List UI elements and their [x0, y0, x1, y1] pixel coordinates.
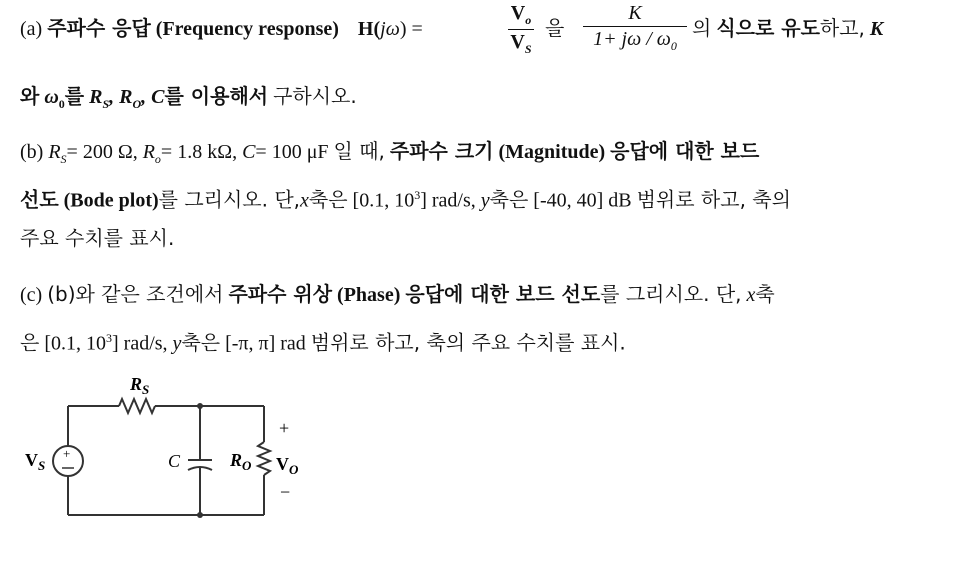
part-c-label: (c) [20, 284, 43, 306]
part-b-when: 일 때, [333, 139, 385, 163]
part-c-eun: 은 [20, 330, 40, 355]
vo-plus-sign: + [279, 418, 290, 438]
part-c-x-range: [0.1, 10 [44, 332, 106, 355]
part-b-x-range: [0.1, 10 [352, 189, 415, 212]
ro-label [229, 450, 252, 473]
ro-label-main: R [230, 450, 243, 470]
part-a-K: K [869, 18, 884, 40]
part-b-line-1 [20, 137, 759, 173]
var-C: , C [141, 86, 165, 108]
part-b-x: x [300, 189, 309, 212]
rs-label-main: R [130, 374, 143, 394]
vo-label-main: V [276, 454, 289, 474]
vs-label [25, 450, 45, 473]
part-c-x: x [746, 284, 756, 306]
part-c-line2-end: 범위로 하고, 축의 주요 수치를 표시. [310, 330, 626, 355]
part-c-x-range-end: ] rad/s, [112, 332, 168, 355]
vs-label-sub: S [38, 458, 46, 473]
part-b-magnitude: (Magnitude) [498, 141, 606, 163]
part-a-line-2 [20, 82, 357, 118]
omega0-symbol: ω [44, 86, 59, 108]
part-b-line2-end: 범위로 하고, 축의 [636, 187, 791, 212]
c-value: = 100 μF [255, 141, 329, 163]
resistor-rs [119, 399, 155, 413]
vs-symbol: V [510, 31, 525, 53]
k-numerator: K [628, 2, 642, 24]
resistor-ro [258, 442, 270, 475]
var-Rs: R [89, 86, 103, 108]
part-a-title-kr: 주파수 응답 [47, 16, 151, 40]
part-a-title-en: (Frequency response) [155, 18, 339, 40]
vs-label-main: V [25, 450, 38, 470]
part-b-y-axis: 축은 [489, 187, 529, 212]
part-b-exp: 3 [414, 188, 421, 202]
k-fraction [583, 2, 687, 54]
rs-label-sub: S [142, 382, 150, 397]
var-Ro: , R [109, 86, 133, 108]
part-a-wa: 와 [20, 84, 40, 108]
part-c-x-axis: 축 [755, 282, 775, 306]
rs-symbol: R [48, 141, 61, 163]
vo-label [276, 454, 299, 477]
part-b-x-axis: 축은 [308, 187, 348, 212]
var-Ro-sub: O [132, 97, 142, 111]
part-a-derive: 식으로 유도 [716, 16, 820, 40]
transfer-function-H: H( [357, 18, 381, 40]
node-top [197, 403, 203, 409]
vs-subscript: S [524, 42, 532, 56]
part-c-bold1: 주파수 위상 [228, 282, 333, 306]
particle-eul: 을 [545, 16, 565, 40]
ro-subscript: o [154, 152, 161, 166]
part-b-draw: 를 그리시오. 단, [158, 187, 300, 212]
denominator-subscript: 0 [670, 39, 677, 53]
part-a-line-1-tail [692, 14, 883, 43]
part-c-y: y [172, 332, 182, 355]
part-a-find: 구하시오. [273, 84, 357, 108]
var-Rs-sub: S [102, 97, 110, 111]
vo-symbol: V [510, 2, 526, 24]
part-b-y-range: [-40, 40] dB [533, 189, 632, 212]
source-plus-sign: + [63, 446, 71, 461]
k-denominator: 1+ jω / ω [593, 28, 671, 50]
part-c-y-range: [-π, π] rad [225, 332, 306, 355]
part-c-line-1 [20, 280, 775, 309]
part-b-bode: (Bode plot) [63, 189, 159, 212]
part-b-line-3: 주요 수치를 표시. [20, 226, 175, 250]
part-c-condition: (b)와 같은 조건에서 [47, 282, 224, 306]
c-symbol: C [242, 141, 256, 163]
part-a-text2: 하고, [819, 16, 865, 40]
vo-subscript: o [525, 13, 532, 27]
part-a-text1: 의 [692, 16, 712, 40]
ro-symbol: R [142, 141, 155, 163]
part-b-y: y [480, 189, 490, 212]
part-b-bold1: 주파수 크기 [389, 139, 494, 163]
vo-label-sub: O [289, 462, 299, 477]
part-a-reul: 를 [64, 84, 85, 108]
part-c-bold2: 응답에 대한 보드 선도 [405, 282, 601, 306]
part-a-using: 를 이용해서 [164, 84, 269, 108]
part-b-line2-bold: 선도 [20, 187, 59, 212]
part-c-phase: (Phase) [337, 284, 401, 306]
transfer-function-close: ) = [399, 18, 423, 40]
part-c-y-axis: 축은 [181, 330, 221, 355]
part-a-line-1 [20, 14, 423, 43]
ro-label-sub: O [242, 458, 252, 473]
part-b-bold2: 응답에 대한 보드 [610, 139, 760, 163]
node-bottom [197, 512, 203, 518]
part-c-exp: 3 [106, 331, 112, 345]
part-b-x-range-end: ] rad/s, [420, 189, 476, 212]
rc-circuit-diagram [10, 372, 330, 552]
rs-subscript: S [60, 152, 67, 166]
part-c-line-2 [20, 324, 626, 358]
vo-over-vs-fraction [508, 2, 534, 57]
part-b-line-2 [20, 181, 791, 215]
vo-minus-sign: − [280, 482, 291, 502]
capacitor-label: C [168, 451, 181, 471]
ro-value: = 1.8 kΩ, [160, 141, 238, 163]
part-b-label: (b) [20, 141, 44, 163]
rs-label [129, 374, 149, 397]
part-c-line1-end: 를 그리시오. 단, [600, 282, 742, 306]
omega0-subscript: 0 [58, 97, 65, 111]
part-a-label: (a) [20, 18, 43, 40]
transfer-function-jw: jω [380, 18, 400, 40]
rs-value: = 200 Ω, [66, 141, 138, 163]
